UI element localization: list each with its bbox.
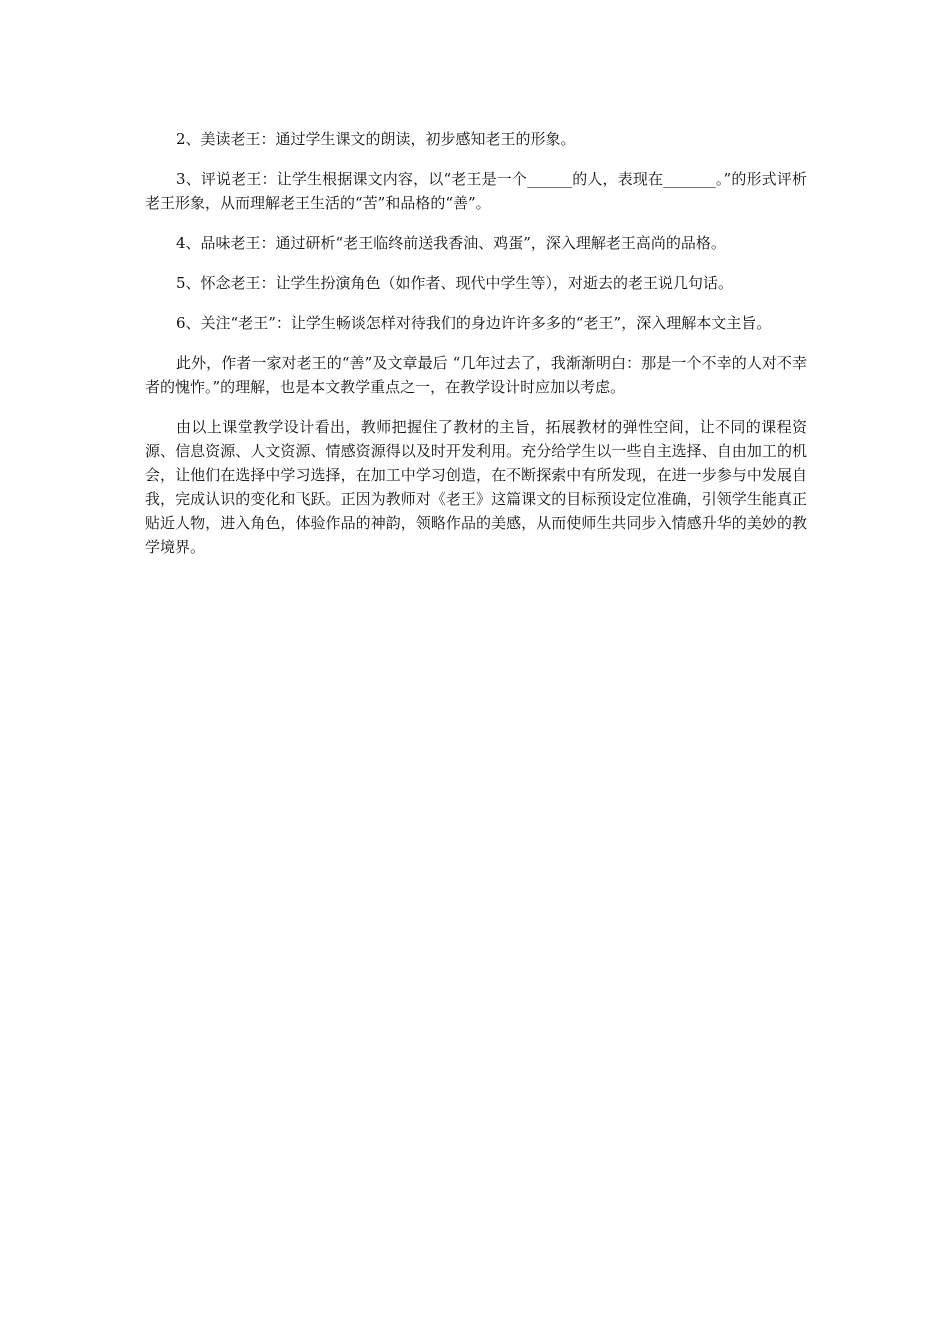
paragraph-step-5: 5、怀念老王：让学生扮演角色（如作者、现代中学生等），对逝去的老王说几句话。 — [176, 274, 734, 292]
paragraph-conclusion: 由以上课堂教学设计看出，教师把握住了教材的主旨，拓展教材的弹性空间，让不同的课程资源、信息资源、人文资源、情感资源得以及时开发利用。充分给学生以一些自主选择、自由加工的机会，让他们在选择中学习选择，在加工中学习创造，在不断探索中有所发现，在进一步参与中发展自我，完成认识的变化和飞跃。正因为教师对《老王》这篇课文的目标预设定位准确，引领学生能真正贴近人物，进入角色，体验作品的神韵，领略作品的美感，从而使师生共同步入情感升华的美妙的教学境界。 — [145, 418, 807, 556]
document-page — [145, 127, 807, 575]
paragraph-additional-note: 此外，作者一家对老王的“善”及文章最后 “几年过去了，我渐渐明白：那是一个不幸的人对不幸者的愧怍。”的理解，也是本文教学重点之一，在教学设计时应加以考虑。 — [145, 354, 807, 396]
paragraph-step-2: 2、美读老王：通过学生课文的朗读，初步感知老王的形象。 — [176, 130, 576, 148]
paragraph-step-3: 3、评说老王：让学生根据课文内容，以“老王是一个______的人，表现在_______。”的形式评析老王形象，从而理解老王生活的“苦”和品格的“善”。 — [145, 170, 807, 212]
paragraph-step-4: 4、品味老王：通过研析“老王临终前送我香油、鸡蛋”，深入理解老王高尚的品格。 — [176, 234, 726, 252]
paragraph-step-6: 6、关注“老王”：让学生畅谈怎样对待我们的身边许许多多的“老王”，深入理解本文主旨。 — [176, 314, 772, 332]
